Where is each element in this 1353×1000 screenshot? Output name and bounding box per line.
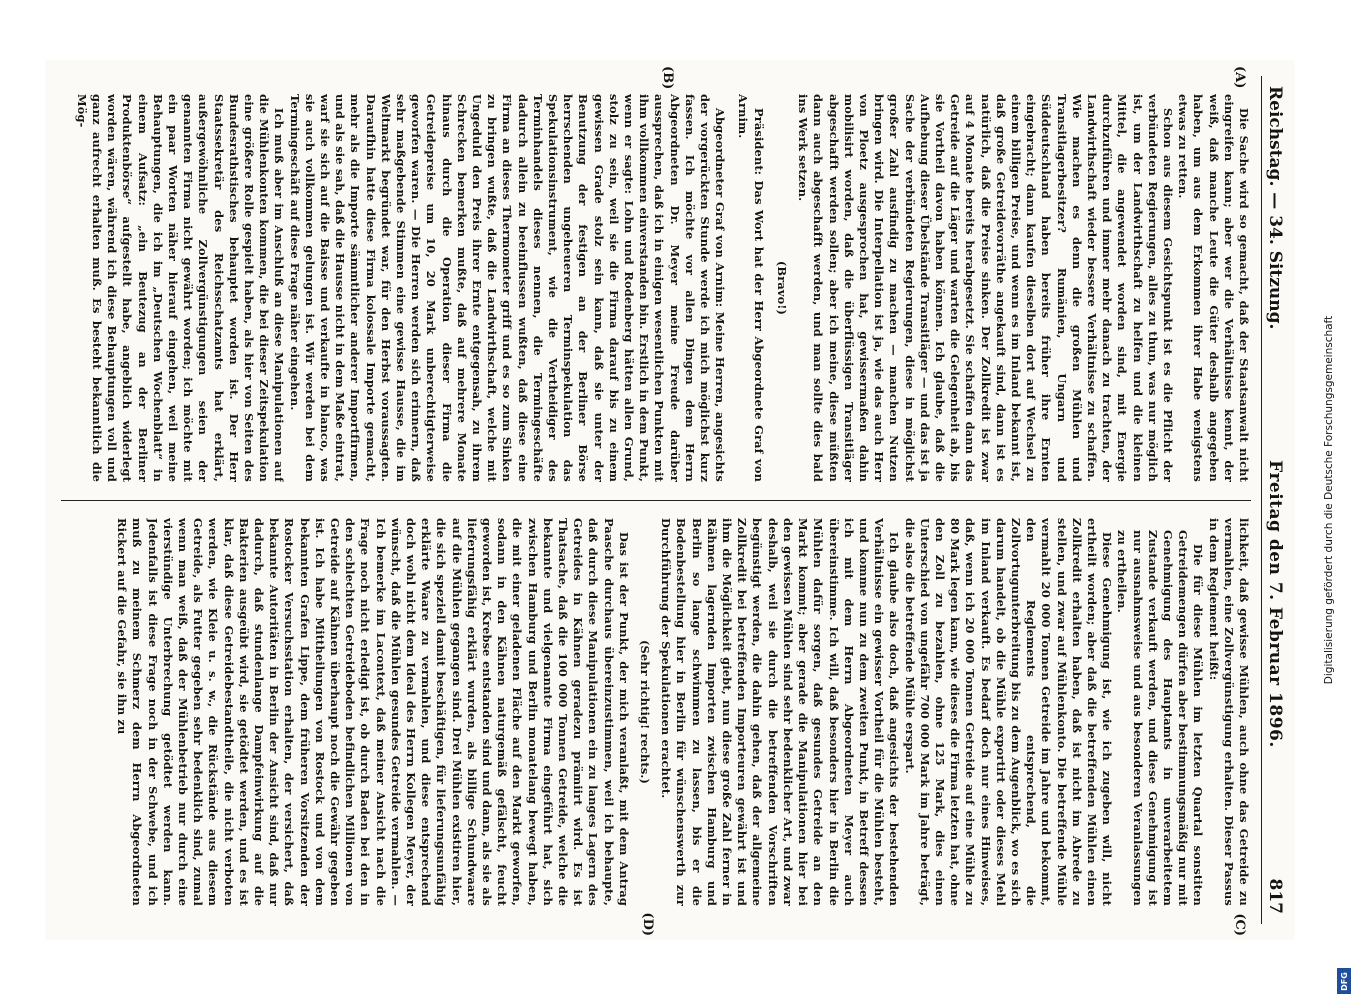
quotation: Die für diese Mühlen im letzten Quartal sonstiten Getreidemengen dürfen aber bestimmungsmäßig nur mit Genehmigung des Hauptamts in unverarbeitetem Zustande verkauft werden, und diese Genehmigung ist nur ausnahmsweise und aus besonderen Veranlassungen zu ertheilen. [1115, 530, 1206, 906]
interjection: (Bravo!) [774, 260, 789, 316]
right-text-column [61, 518, 1251, 906]
page-header [1261, 76, 1287, 924]
margin-marker-a: (A) [1232, 66, 1247, 89]
page-number: 817 [1265, 878, 1285, 914]
paragraph: Schon aus diesem Gesichtspunkt ist es die Pflicht der verbündeten Regierungen, alles zu thun, was nur möglich ist, um der Landwirthschaft zu helfen und die kleinen Mittel, die angewendet worden sind, mit Energie durchzuführen und immer mehr danach zu trachten, der Landwirthschaft wieder bessere Verhältnisse zu schaffen. Wie machen es denn die großen Mühlen und Transitlagerbesitzer? Rumänien, Ungarn und Süddeutschland haben bereits früher ihre Ernten eingebracht; dann kaufen dieselben dort auf Wechsel zu einem billigen Preise, und wenn es im Inland bekannt ist, daß große Getreidevorräthe angekauft sind, dann ist es natürlich, daß die Preise sinken. Der Zollkredit ist zwar auf 4 Monate bereits herabgesetzt. Sie schaffen dann das Getreide auf die Läger und warten die Gelegenheit ab, bis sie Vortheil davon haben können. Ich glaube, daß die Aufhebung dieser Übelstände Transitläger — und das ist ja Sache der verbündeten Regierungen, diese in möglichst großer Zahl ausfindig zu machen — manchen Nutzen bringen wird. Die Interpellation ist ja, wie das auch Herr von Ploetz ausgesprochen hat, gewissermaßen dahin mobilisirt worden, daß die überflüssigen Transitläger abgeschafft werden sollen; aber ich meine, diese müßten dann auch abgeschafft werden, und man sollte dies bald ins Werk setzen. [796, 94, 1175, 482]
header-date: Freitag den 7. Februar 1896. [1265, 460, 1285, 748]
dfg-logo-text: DFG [1339, 971, 1349, 991]
paragraph: Ich muß aber im Anschluß an diese Manipulationen auf die Mühlenkonten kommen, die bei dieser Zeitspekulation eine größere Rolle gespielt haben, als hier von Seiten des Bundesrathstisches behauptet worden ist. Der Herr Staatssekretär des Reichsschatzamts hat erklärt, außergewöhnliche Zollvergünstigungen seien der genannten Firma nicht gewährt worden; ich möchte mit ein paar Worten näher hierauf eingehen, weil meine Behauptungen, die ich im „Deutschen Wochenblatt“ in einem Aufsatz: „ein Beutezug an der Berliner Produktenbörse“ aufgestellt habe, angeblich widerlegt worden wären, während ich diese Behauptungen voll und ganz aufrecht erhalten muß. Es besteht bekanntlich die Mög- [74, 94, 287, 482]
scanned-page [45, 60, 1295, 940]
margin-marker-c: (C) [1232, 913, 1247, 936]
paragraph: lichkeit, daß gewisse Mühlen, auch ohne das Getreide zu vermahlen, eine Zollvergünstigung erhalten. Dieser Passus in dem Reglement heißt: [1206, 518, 1251, 906]
paragraph: Ich glaube also doch, daß angesichts der bestehenden Verhältnisse ein gewisser Vortheil für die Mühlen besteht, und komme nun zu dem zweiten Punkt, in Betreff dessen ich mit dem Herrn Abgeordneten Meyer auch übereinstimme. Ich will, daß besonders hier in Berlin die Mühlen dafür sorgen, daß gesundes Getreide an den Markt kommt; aber gerade die Manipulationen hier bei den gewissen Mühlen sind sehr bedenklicher Art, und zwar deshalb, weil sie durch die betreffenden Vorschriften begünstigt werden, die dahin gehen, daß der allgemeine Zollkredit bei betreffenden Importeuren gewährt ist und ihm die Möglichkeit giebt, nun diese große Zahl ferner in Rähmen lagernden Importen zwischen Hamburg und Berlin so lange schwimmen zu lassen, bis er die Bodenbestellung hier in Berlin für wünschenswerth zur Durchführung der Spekulationen erachtet. [659, 518, 902, 906]
interjection: (Sehr richtig! rechts.) [638, 639, 653, 785]
credit-text: Digitalisierung gefördert durch die Deutsche Forschungsgemeinschaft [1323, 315, 1335, 685]
paragraph: Das ist der Punkt, der mich veranlaßt, mit dem Antrag Paasche durchaus übereinzustimmen, weil ich behaupte, daß durch diese Manipulationen ein zu langes Lagern des Getreides in Kähnen geradezu prämiirt wird. Es ist Thatsache, daß die 100 000 Tonnen Getreide, welche die bekannte und vielgenannte Firma eingeführt hat, sich zwischen Hamburg und Berlin monatelang bewegt haben, die mit einer geladenen Fläche auf den Markt geworfen, sodann in den Kähnen naturgemäß gefälscht, feucht geworden ist, Krebse entstanden sind und dann, als sie als lieferungsfähig erklärt wurden, als billige Schundwaare auf die Mühlen gegangen sind. Drei Mühlen existiren hier, die sich speziell damit beschäftigen, für lieferungsunfähig erklärte Waare zu vermahlen, und diese entsprechend doch wohl nicht dem Ideal des Herrn Kollegen Meyer, der wünscht, daß die Mühlen gesundes Getreide vermahlen. — Ich bemerke im Lacontext, daß meiner Ansicht nach die Frage noch nicht erledigt ist, ob durch Baden bei den in den schlechten Getreideboden befindlichen Millionen von Getreide auf Kähnen überhaupt noch die Gewähr gegeben ist. Ich habe Mittheilungen von Rostock und von dem bekannten Grafen Lippe, dem früheren Vorsitzenden der Rostocker Versuchsstation erhalten, der versichert, daß bekannte Autoritäten in Berlin der Ansicht sind, daß nur dadurch, daß stundenlange Dampfeinwirkung auf die Bakterien ausgeübt wird, sie getödtet werden, und es ist klar, daß diese Getreidebestandtheile, die nicht verboten werden, wie Kleie u. s. w., die Rückstände aus diesem Getreide, als Futter gegeben sehr bedenklich sind, zumal wenn man weiß, daß der Mühlenbetrieb nur durch eine vierstündige Unterbrechung getödtet werden kann. Jedenfalls ist diese Frage noch in der Schwebe, und ich muß zu meinem Schmerz dem Herrn Abgeordneten Rickert auf die Gefahr, sie ihn zu [115, 518, 631, 906]
margin-marker-d: (D) [640, 912, 655, 936]
digitization-credit [1305, 0, 1353, 1000]
paragraph: Diese Genehmigung ist, wie ich zugeben will, nicht ertheilt worden; aber daß die betreffenden Mühlen einen Zollkredit erhalten haben, daß ist nicht im Abrede zu stellen, und zwar auf Mühlenkonto. Die betreffende Mühle vermahlt 20 000 Tonnen Getreide im Jahre und bekommt, den Reglements entsprechend, die Zollvortugunterbreitung bis zu dem Augenblick, wo es sich darum handelt, ob die Mühle exportirt oder dieses Mehl im Inland verkauft. Es bedarf doch nur eines Hinweises, daß, wenn ich 20 000 Tonnen Getreide auf eine Mühle zu 80 Mark legen kann, wie dieses die Firma letzten hat, ohne den Zoll zu bezahlen, ohne 125 Mark, dies einen Unterschied von ungefähr 700 000 Mark im Jahre beträgt, die also die betreffende Mühle erspart. [902, 518, 1115, 906]
column-divider [61, 500, 1251, 501]
dfg-logo [1337, 968, 1351, 994]
paragraph-speaker: Abgeordneter Graf von Arnim: Meine Herren, angesichts der vorgerückten Stunde werde ich mich möglichst kurz fassen. Ich möchte vor allen Dingen dem Herrn Abgeordneten Dr. Meyer meine Freude darüber aussprechen, daß ich in einigen wesentlichen Punkten mit ihm vollkommen einverstanden bin. Erstlich in dem Punkt, wenn er sagte: Lohn und Rodenberg hätten allen Grund, stolz zu sein, weil sie die Firma darauf bis zu einem gewissen Grade stolz sein kann, daß sie unter der Benutzung der festigen an der Berliner Börse herrschenden ungeheueren Terminspekulation das Spekulationsinstrument, wie die Vertheidiger des Terminhandels dieses nennen, die Termingeschäfte dadurch allein zu beeinflussen wußten, daß diese eine Firma an dieses Thermometer griff und es so zum Sinken zu bringen wußte, daß die Landwirthschaft, welche mit Ungeduld den Preis ihrer Ernte entgegensah, zu ihrem Schrecken bemerken mußte, daß auf mehrere Monate hinaus durch die Operation dieser Firma die Getreidepreise um 10, 20 Mark unberechtigterweise geworfen waren. — Die Herren werden sich erinnern, daß sehr maßgebende Stimmen eine gewisse Hausse, die im Weltmarkt begründet war, für den Herbst voraussagten. Daraufhin hatte diese Firma kolossale Importe gemacht, mehr als die Importe sämmtlicher anderer Importfirmen, und als sie sah, daß die Hausse nicht in dem Maße eintrat, warf sie sich auf die Baisse und verkaufte in blanco, was sie auch vollkommen gelungen ist. Wir werden bei dem Termingeschäft auf diese Frage näher eingehen. [287, 94, 728, 482]
paragraph-president: Präsident: Das Wort hat der Herr Abgeordnete Graf von Arnim. [736, 94, 766, 482]
margin-marker-b: (B) [660, 66, 675, 90]
header-session: Reichstag. — 34. Sitzung. [1265, 86, 1285, 330]
left-text-column [61, 94, 1251, 482]
paragraph: Die Sache wird so gemacht, daß der Staatsanwalt nicht eingreifen kann; aber wer die Verhältnisse kennt, der weiß, daß manche Leute die Güter deshalb angegeben haben, um aus dem Erkommen ihrer Habe wenigstens etwas zu retten. [1176, 94, 1251, 482]
